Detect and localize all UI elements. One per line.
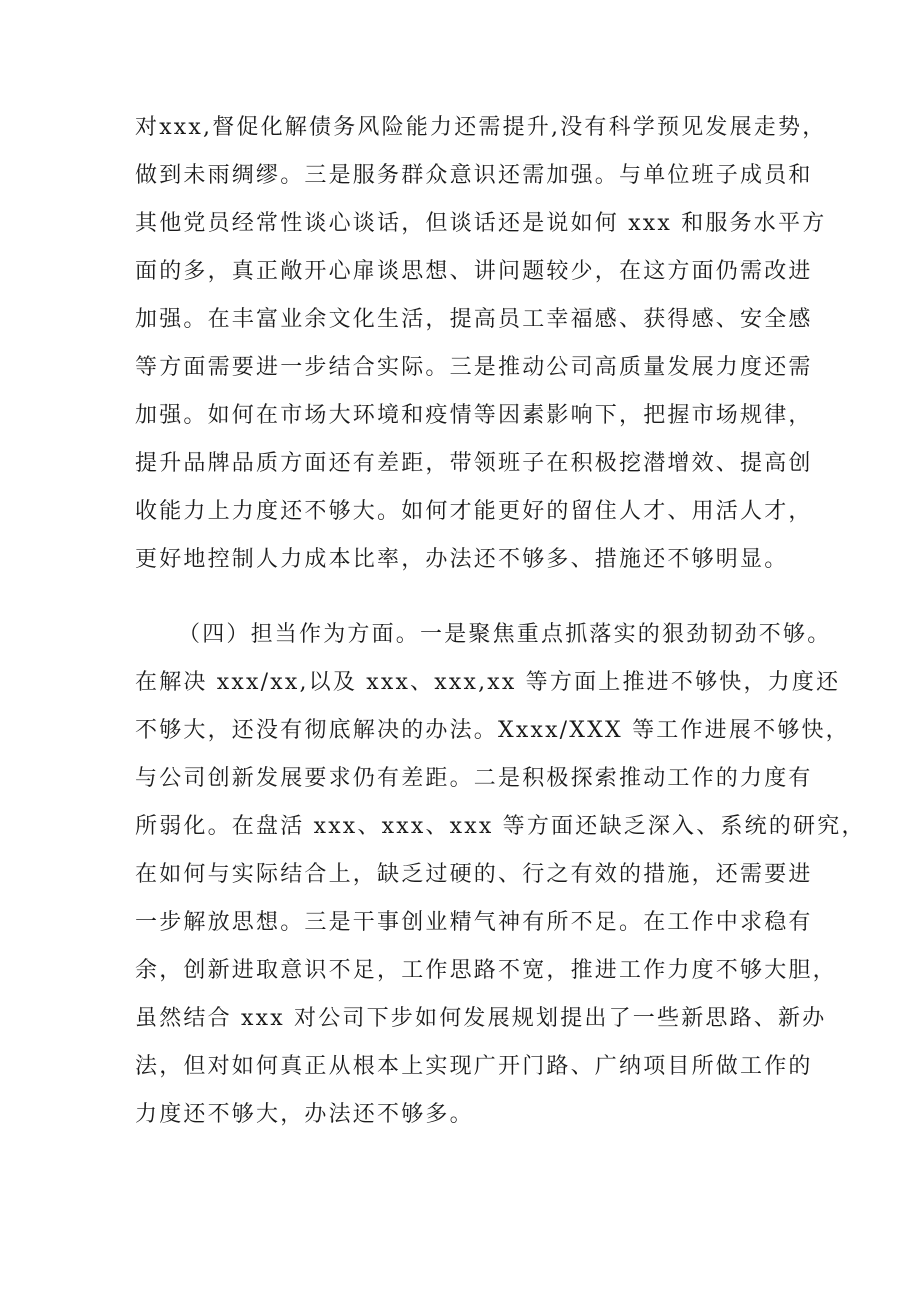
text-line: （四）担当作为方面。一是聚焦重点抓落实的狠劲韧劲不够。: [178, 622, 832, 647]
text-line: 与公司创新发展要求仍有差距。二是积极探索推动工作的力度有: [135, 766, 813, 791]
text-line: 虽然结合 xxx 对公司下步如何发展规划提出了一些新思路、新办: [135, 1006, 827, 1031]
text-line: 提升品牌品质方面还有差距，带领班子在积极挖潜增效、提高创: [135, 451, 813, 476]
text-line: 在解决 xxx/xx,以及 xxx、xxx,xx 等方面上推进不够快，力度还: [135, 670, 841, 695]
text-line: 加强。如何在市场大环境和疫情等因素影响下，把握市场规律，: [135, 403, 813, 428]
text-line: 等方面需要进一步结合实际。三是推动公司高质量发展力度还需: [135, 355, 813, 380]
text-line: 所弱化。在盘活 xxx、xxx、xxx 等方面还缺乏深入、系统的研究，: [135, 814, 866, 839]
text-line: 不够大，还没有彻底解决的办法。Xxxx/XXX 等工作进展不够快，: [135, 718, 850, 743]
text-line: 面的多，真正敞开心扉谈思想、讲问题较少，在这方面仍需改进: [135, 259, 813, 284]
text-line: 法，但对如何真正从根本上实现广开门路、广纳项目所做工作的: [135, 1054, 813, 1079]
text-line: 其他党员经常性谈心谈话，但谈话还是说如何 xxx 和服务水平方: [135, 211, 827, 236]
text-line: 力度还不够大，办法还不够多。: [135, 1102, 474, 1127]
text-line: 在如何与实际结合上，缺乏过硬的、行之有效的措施，还需要进: [135, 862, 813, 887]
text-line: 做到未雨绸缪。三是服务群众意识还需加强。与单位班子成员和: [135, 163, 813, 188]
text-line: 收能力上力度还不够大。如何才能更好的留住人才、用活人才，: [135, 499, 813, 524]
text-line: 加强。在丰富业余文化生活，提高员工幸福感、获得感、安全感: [135, 307, 813, 332]
text-line: 一步解放思想。三是干事创业精气神有所不足。在工作中求稳有: [135, 910, 813, 935]
text-line: 余，创新进取意识不足，工作思路不宽，推进工作力度不够大胆，: [135, 958, 837, 983]
text-line: 更好地控制人力成本比率，办法还不够多、措施还不够明显。: [135, 547, 789, 572]
text-line: 对xxx,督促化解债务风险能力还需提升,没有科学预见发展走势，: [135, 115, 827, 140]
